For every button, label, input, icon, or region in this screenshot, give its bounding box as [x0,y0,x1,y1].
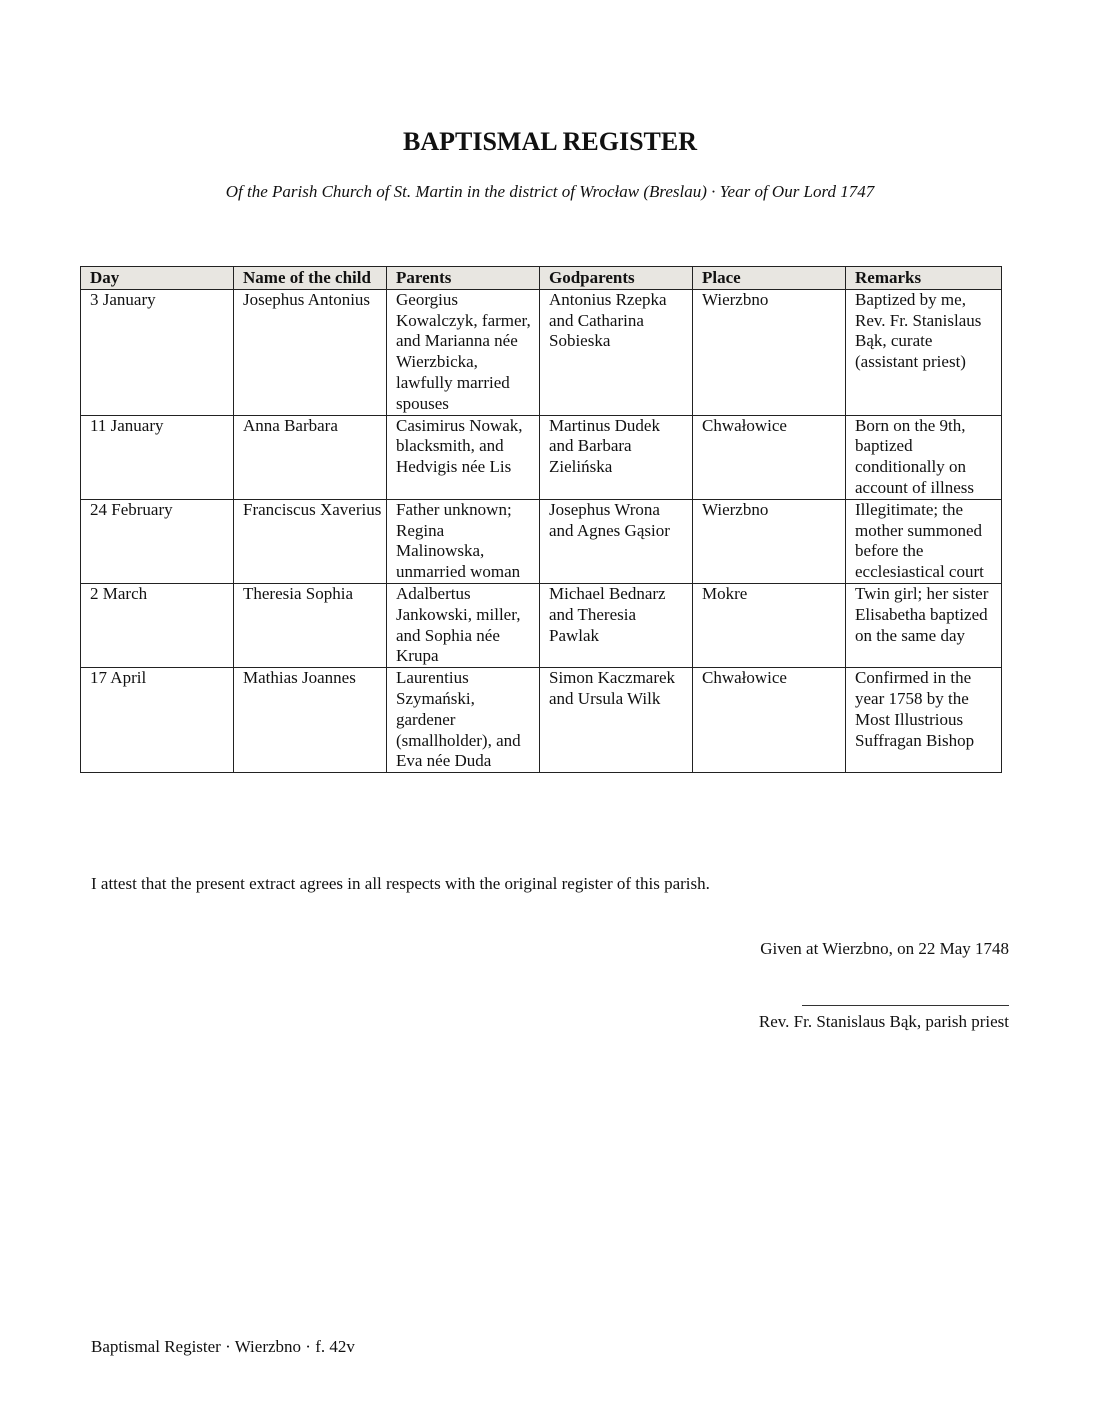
column-header-remarks: Remarks [846,267,1002,290]
cell-child-name: Franciscus Xaverius [234,499,387,583]
cell-day: 2 March [81,583,234,667]
cell-remarks: Twin girl; her sister Elisabetha baptized on the same day [846,583,1002,667]
table-row [81,668,1002,773]
column-header-child-name: Name of the child [234,267,387,290]
table-row [81,583,1002,667]
cell-day: 3 January [81,289,234,415]
cell-parents: Laurentius Szymański, gardener (smallholder), and Eva née Duda [387,668,540,773]
cell-place: Wierzbno [693,289,846,415]
attestation-text: I attest that the present extract agrees in all respects with the original register of this parish. [91,874,710,893]
cell-child-name: Theresia Sophia [234,583,387,667]
cell-remarks: Confirmed in the year 1758 by the Most Illustrious Suffragan Bishop [846,668,1002,773]
cell-child-name: Mathias Joannes [234,668,387,773]
signature-line [802,1005,1009,1006]
cell-remarks: Born on the 9th, baptized conditionally on account of illness [846,415,1002,499]
cell-place: Mokre [693,583,846,667]
document-subtitle: Of the Parish Church of St. Martin in the district of Wrocław (Breslau) · Year of Our Lord 1747 [225,182,875,201]
cell-day: 11 January [81,415,234,499]
cell-place: Chwałowice [693,415,846,499]
cell-godparents: Simon Kaczmarek and Ursula Wilk [540,668,693,773]
cell-place: Wierzbno [693,499,846,583]
cell-parents: Father unknown; Regina Malinowska, unmarried woman [387,499,540,583]
document-title: BAPTISMAL REGISTER [402,127,698,156]
cell-godparents: Antonius Rzepka and Catharina Sobieska [540,289,693,415]
table-header-row [81,267,1002,290]
given-place-date: Given at Wierzbno, on 22 May 1748 [760,939,1009,958]
cell-godparents: Josephus Wrona and Agnes Gąsior [540,499,693,583]
cell-godparents: Martinus Dudek and Barbara Zielińska [540,415,693,499]
column-header-place: Place [693,267,846,290]
cell-place: Chwałowice [693,668,846,773]
column-header-godparents: Godparents [540,267,693,290]
cell-day: 17 April [81,668,234,773]
cell-parents: Adalbertus Jankowski, miller, and Sophia née Krupa [387,583,540,667]
cell-parents: Casimirus Nowak, blacksmith, and Hedvigis née Lis [387,415,540,499]
signatory-name: Rev. Fr. Stanislaus Bąk, parish priest [758,1012,1009,1031]
cell-godparents: Michael Bednarz and Theresia Pawlak [540,583,693,667]
page-footer: Baptismal Register · Wierzbno · f. 42v [91,1337,355,1356]
cell-parents: Georgius Kowalczyk, farmer, and Marianna née Wierzbicka, lawfully married spouses [387,289,540,415]
cell-remarks: Baptized by me, Rev. Fr. Stanislaus Bąk, curate (assistant priest) [846,289,1002,415]
table-row [81,289,1002,415]
column-header-day: Day [81,267,234,290]
cell-child-name: Anna Barbara [234,415,387,499]
cell-day: 24 February [81,499,234,583]
table-row [81,415,1002,499]
column-header-parents: Parents [387,267,540,290]
cell-child-name: Josephus Antonius [234,289,387,415]
baptismal-register-table [80,266,1002,773]
cell-remarks: Illegitimate; the mother summoned before the ecclesiastical court [846,499,1002,583]
table-row [81,499,1002,583]
